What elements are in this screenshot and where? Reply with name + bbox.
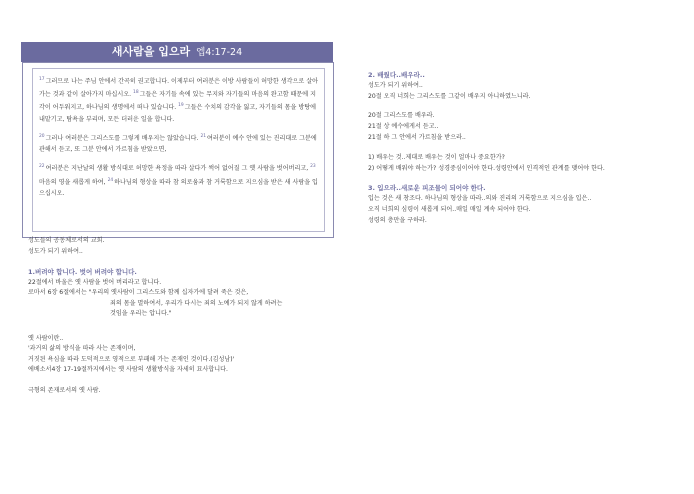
- scripture-paragraph: [39, 161, 318, 199]
- left-column: [28, 236, 338, 406]
- scripture-inner: [32, 68, 325, 232]
- verse-number: 21: [200, 133, 207, 139]
- section-heading: 3. 입으라..새로운 피조물이 되어야 한다.: [368, 184, 486, 193]
- verse-number: 18: [133, 90, 139, 96]
- text-line: 성도가 되기 위하여..: [28, 247, 83, 255]
- old-man-block: [28, 334, 338, 376]
- qa-block: [368, 153, 678, 175]
- text-line: 입는 것은 새 창조다. 하나님의 형상을 따라..의와 진리의 거룩함으로 지으심을 입은..: [368, 195, 592, 203]
- text-line: 21절 상 예수에게서 듣고..: [368, 123, 439, 131]
- verse-number: 23: [310, 164, 316, 170]
- section-2: [368, 70, 678, 102]
- text-line: 1) 배우는 것..제대로 배우는 것이 얼마나 중요한가?: [368, 153, 505, 161]
- verse-text: 마음의 영을 새롭게 하여,: [39, 178, 106, 186]
- text-line: 로마서 6장 6절에서는 "우리의 옛사람이 그리스도와 함께 십자가에 달려 죽은 것은,: [28, 289, 249, 296]
- verse-text: 그러나 여러분은 그리스도를 그렇게 배우지는 않았습니다.: [45, 134, 199, 142]
- verse-number: 22: [39, 164, 45, 170]
- verse-number: 17: [39, 77, 45, 82]
- text-line: 21절 하 그 안에서 가르침을 받으라..: [368, 133, 466, 141]
- section-heading: 1.버려야 합니다. 벗어 버려야 합니다.: [28, 268, 137, 276]
- verse-number: 19: [178, 103, 184, 109]
- text-line: 에베소서4장 17-19절까지에서는 옛 사람의 생활방식을 자세히 묘사합니다.: [28, 366, 228, 373]
- verse-text: 그들은 자기들 속에 있는 무지와 자기들의 마음의 완고함 때문에 지각이 어두워지고, 하나님의 생명에서 떠나 있습니다.: [39, 91, 317, 112]
- section-heading: 2. 배웠다..배우라..: [368, 71, 425, 79]
- text-line: 거짓된 욕심을 따라 도덕적으로 영적으로 부패해 가는 존재인 것이다.(김성남)': [28, 355, 235, 363]
- verse-text: 그러므로 나는 주님 안에서 간곡히 권고합니다. 이제부터 여러분은 이방 사람들이 허망한 생각으로 살아가는 것과 같이 살아가지 마십시오.: [39, 78, 319, 99]
- closing-block: [28, 386, 338, 397]
- text-line: '과거의 삶의 방식을 따라 사는 존재이며,: [28, 345, 136, 352]
- text-line: 극형의 존재로서의 옛 사람.: [28, 386, 101, 394]
- text-line: 죄의 몸을 멸하여서, 우리가 다시는 죄의 노예가 되지 않게 하려는: [110, 299, 283, 307]
- text-line: 오직 너희의 심령이 새롭게 되어..매일 매일 계속 되어야 한다.: [368, 205, 531, 213]
- right-column: [368, 70, 678, 236]
- verse-text: 하나님의 형상을 따라 참 의로움과 참 거룩함으로 지으심을 받은 새 사람을 입으십시오.: [39, 178, 318, 197]
- text-line: 옛 사람이란..: [28, 334, 64, 342]
- section-1: [28, 267, 338, 320]
- verse-number: 20: [39, 133, 45, 139]
- sermon-title: 새사람을 입으라: [111, 45, 191, 58]
- section-3: [368, 183, 678, 226]
- verse-text: 여러분이 예수 안에 있는 진리대로 그분에 관해서 듣고, 또 그분 안에서 가르침을 받았으면,: [39, 134, 317, 154]
- text-line: 2) 어떻게 배워야 하는가? 성경중심이어야 한다.성령안에서 인격적인 관계를 맺어야 한다.: [368, 164, 605, 172]
- scripture-reference: 엡4:17-24: [196, 47, 243, 58]
- text-line: 20절 오직 너희는 그리스도를 그같이 배우지 아니하였느니라.: [368, 92, 531, 100]
- text-line: 22절에서 바울은 옛 사람을 벗어 버리라고 합니다.: [28, 278, 162, 286]
- text-line: 성도가 되기 위하여..: [368, 81, 423, 89]
- verse-number: 24: [107, 177, 114, 183]
- verse-text: 그들은 수치의 감각을 잃고, 자기들의 몸을 방탕에 내맡기고, 탐욕을 부리며, 모든 더러운 일을 합니다.: [39, 104, 317, 123]
- scripture-paragraph: [39, 74, 318, 125]
- text-line: 20절 그리스도를 배우라.: [368, 112, 435, 120]
- text-line: 것임을 우리는 압니다.": [110, 310, 172, 317]
- scripture-box: [22, 62, 334, 238]
- verse-text: 여러분은 지난날의 생활 방식대로 허망한 욕정을 따라 살다가 썩어 없어질 그 옛 사람을 벗어버리고,: [45, 165, 309, 173]
- title-bar: [21, 42, 333, 62]
- scripture-paragraph: [39, 131, 318, 155]
- text-line: 성도들의 공동체로서의 교회.: [28, 237, 105, 244]
- intro-block: [28, 236, 338, 257]
- section-2b: [368, 111, 678, 143]
- text-line: 성령의 충만을 구하라.: [368, 216, 427, 224]
